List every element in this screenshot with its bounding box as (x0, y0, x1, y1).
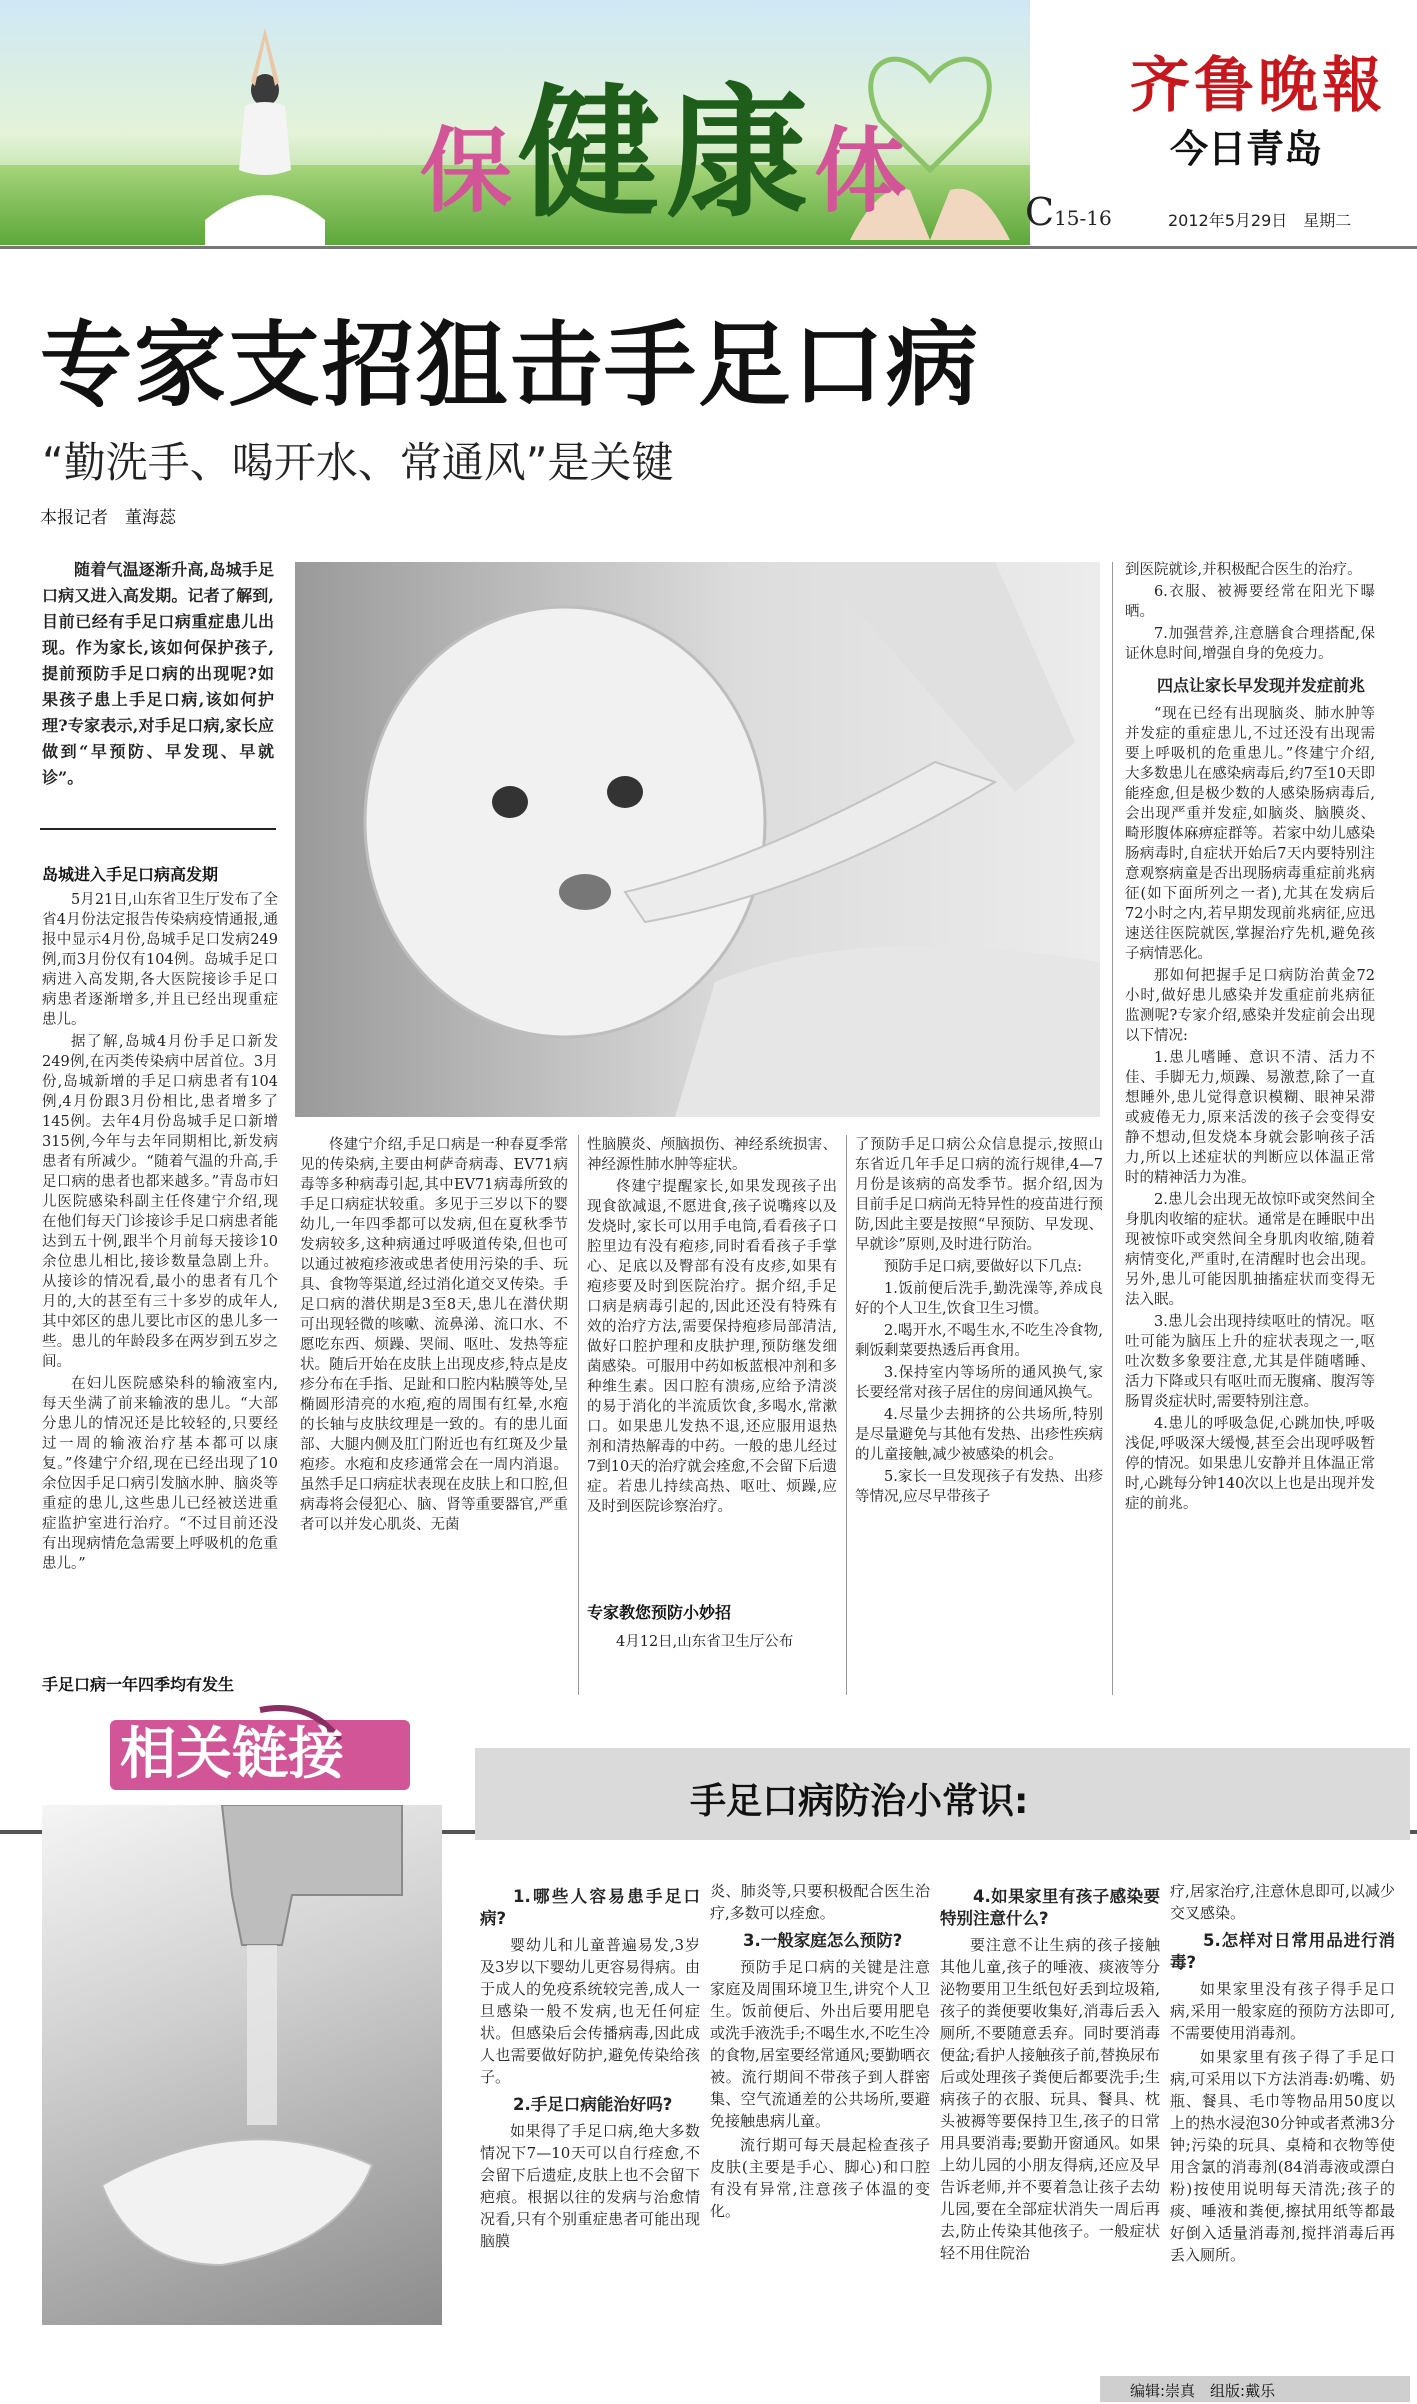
column-title-char: 保 (420, 118, 519, 225)
baby-image-icon (295, 562, 1100, 1117)
editor-credit: 编辑:崇真 组版:戴乐 (1130, 2382, 1276, 2400)
column-rule (1112, 562, 1113, 1695)
tips-title: 手足口病防治小常识: (690, 1781, 1029, 1822)
body-paragraph: 7.加强营养,注意膳食合理搭配,保证休息时间,增强自身的免疫力。 (1125, 626, 1375, 662)
tip-paragraph: 如果得了手足口病,绝大多数情况下7—10天可以自行痊愈,不会留下后遗症,皮肤上也不会留下疤痕。根据以往的发病与治愈情况看,只有个别重症患者可能出现脑膜 (480, 2122, 700, 2250)
edition-name: 今日青岛 (1170, 127, 1323, 171)
body-paragraph: 3.患儿会出现持续呕吐的情况。呕吐可能为脑压上升的症状表现之一,呕吐次数多象要注意,尤其是伴随嗜睡、活力下降或只有呕吐而无腹痛、腹泻等肠胃炎症状时,需要特别注意。 (1125, 1314, 1375, 1410)
body-paragraph: 在妇儿医院感染科的输液室内,每天坐满了前来输液的患儿。“大部分患儿的情况还是比较轻的,只要经过一周的输液治疗基本都可以康复。”佟建宁介绍,现在已经出现了10余位因手足口病引发脑水肿、脑炎等重症的患儿,这些患儿已经被送进重症监护室进行治疗。“不过目前还没有出现病情危急需要上呼吸机的危重患儿。” (42, 1376, 278, 1572)
article-column-3 (587, 1135, 837, 1519)
article-column-2 (300, 1135, 568, 1537)
tip-paragraph: 如果家里没有孩子得手足口病,采用一般家庭的预防方法即可,不需要使用消毒剂。 (1170, 1980, 1395, 2042)
header-divider (0, 246, 1417, 249)
page-code-number: 15-16 (1054, 206, 1112, 230)
column-title (420, 40, 912, 244)
body-paragraph: 4.患儿的呼吸急促,心跳加快,呼吸浅促,呼吸深大缓慢,甚至会出现呼吸暂停的情况。如果患儿安静并且体温正常时,心跳每分钟140次以上也是出现并发症的前兆。 (1125, 1416, 1375, 1512)
body-paragraph: 据了解,岛城4月份手足口新发249例,在丙类传染病中居首位。3月份,岛城新增的手足口病患者有104例,4月份跟3月份相比,患者增多了145例。去年4月份岛城手足口新增315例,今年与去年同期相比,新发病患者有所减少。“随着气温的升高,手足口病的患者也都来越多。”青岛市妇儿医院感染科副主任佟建宁介绍,现在他们每天门诊接诊手足口病患者能达到五十例,跟半个月前每天接诊10余位患儿相比,接诊数量急剧上升。从接诊的情况看,最小的患者有几个月的,大的甚至有三十多岁的成年人,其中郊区的患儿要比市区的患儿多一些。患儿的年龄段多在两岁到五岁之间。 (42, 1034, 278, 1370)
tips-column-2 (710, 1880, 930, 2224)
tip-paragraph: 要注意不让生病的孩子接触其他儿童,孩子的唾液、痰液等分泌物要用卫生纸包好丢到垃圾箱,孩子的粪便要收集好,消毒后丢入厕所,不要随意丢弃。同时要消毒便盆;看护人接触孩子前,替换尿布后或处理孩子粪便后都要洗手;生病孩子的衣服、玩具、餐具、枕头被褥等要保持卫生,孩子的日常用具要消毒;要勤开窗通风。如果上幼儿园的小朋友得病,还应及早告诉老师,并不要着急让孩子去幼儿园,要在全部症状消失一周后再去,防止传染其他孩子。一般症状轻不用住院治 (940, 1936, 1160, 2262)
body-paragraph: 预防手足口病,要做好以下几点: (884, 1259, 1082, 1275)
page-code (1025, 190, 1112, 234)
section-heading: 四点让家长早发现并发症前兆 (1157, 676, 1366, 695)
section-heading: 手足口病一年四季均有发生 (42, 1675, 235, 1694)
tip-question: 1.哪些人容易患手足口病? (480, 1887, 700, 1928)
tip-paragraph: 疗,居家治疗,注意休息即可,以减少交叉感染。 (1170, 1882, 1395, 1922)
body-paragraph: 佟建宁提醒家长,如果发现孩子出现食欲减退,不愿进食,孩子说嘴疼以及发烧时,家长可以用手电筒,看看孩子口腔里边有没有疱疹,同时看看孩子手掌心、足底以及臀部有没有皮疹,如果有疱疹要及时到医院治疗。据介绍,手足口病是病毒引起的,因此还没有特殊有效的治疗方法,需要保持疱疹局部清洁,做好口腔护理和皮肤护理,预防继发细菌感染。可服用中药如板蓝根冲剂和多种维生素。因口腔有溃疡,应给予清淡的易于消化的半流质饮食,多喝水,常漱口。如果患儿发热不退,还应服用退热剂和清热解毒的中药。一般的患儿经过7到10天的治疗就会痊愈,不会留下后遗症。若患儿持续高热、呕吐、烦躁,应及时到医院诊察治疗。 (587, 1179, 837, 1515)
article-column-5 (1125, 560, 1375, 1516)
body-paragraph: 2.喝开水,不喝生水,不吃生冷食物,剩饭剩菜要热透后再食用。 (855, 1323, 1103, 1359)
body-paragraph: 到医院就诊,并积极配合医生的治疗。 (1125, 562, 1362, 578)
page-code-letter: C (1025, 190, 1055, 234)
faucet-hands-icon (42, 1805, 442, 2325)
body-paragraph: 2.患儿会出现无故惊吓或突然间全身肌肉收缩的症状。通常是在睡眠中出现被惊吓或突然间全身肌肉收缩,随着病情变化,严重时,在清醒时也会出现。另外,患儿可能因肌抽搐症状而变得无法入眠。 (1125, 1192, 1375, 1308)
column-rule (578, 1135, 579, 1695)
column-rule (846, 1135, 847, 1695)
tip-question: 5.怎样对日常用品进行消毒? (1170, 1931, 1395, 1972)
tips-column-1 (480, 1880, 700, 2254)
related-link-logo: 相关链接 (120, 1722, 344, 1787)
body-paragraph: “现在已经有出现脑炎、肺水肿等并发症的重症患儿,不过还没有出现需要上呼吸机的危重患儿。”佟建宁介绍,大多数患儿在感染病毒后,约7至10天即能痊愈,但是极少数的人感染肠病毒后,会出现严重并发症,如脑炎、脑膜炎、畸形腹体麻痹症群等。若家中幼儿感染肠病毒时,自症状开始后7天内要特别注意观察病童是否出现肠病毒重症前兆病征(如下面所列之一者),尤其在发病后72小时之内,若早期发现前兆病征,应迅速送往医院就医,掌握治疗先机,避免孩子病情恶化。 (1125, 706, 1375, 962)
body-paragraph: 3.保持室内等场所的通风换气,家长要经常对孩子居住的房间通风换气。 (855, 1365, 1103, 1401)
body-paragraph: 佟建宁介绍,手足口病是一种春夏季常见的传染病,主要由柯萨奇病毒、EV71病毒等多种病毒引起,其中EV71病毒所致的手足口病症状较重。多见于三岁以下的婴幼儿,一年四季都可以发病,但在夏秋季节发病较多,这种病通过呼吸道传染,但也可以通过被疱疹液或患者使用污染的手、玩具、食物等渠道,经过消化道交叉传染。手足口病的潜伏期是3至8天,患儿在潜伏期可出现轻微的咳嗽、流鼻涕、流口水、不愿吃东西、烦躁、哭闹、呕吐、发热等症状。随后开始在皮肤上出现皮疹,特点是皮疹分布在手指、足趾和口腔内粘膜等处,呈椭圆形清亮的水疱,疱的周围有红晕,水疱的长轴与皮肤纹理是一致的。有的患儿面部、大腿内侧及肛门附近也有红斑及少量疱疹。水疱和皮疹通常会在一周内消退。虽然手足口病症状表现在皮肤上和口腔,但病毒将会侵犯心、脑、肾等重要器官,严重者可以并发心肌炎、无菌 (300, 1137, 568, 1533)
body-paragraph: 5月21日,山东省卫生厅发布了全省4月份法定报告传染病疫情通报,通报中显示4月份,岛城手足口发病249例,而3月份仅有104例。岛城手足口病进入高发期,各大医院接诊手足口病患者逐渐增多,并且已经出现重症患儿。 (42, 892, 278, 1028)
body-paragraph: 6.衣服、被褥要经常在阳光下曝晒。 (1125, 584, 1375, 620)
body-paragraph: 性脑膜炎、颅脑损伤、神经系统损害、神经源性肺水肿等症状。 (587, 1137, 837, 1173)
column-title-char: 康 (666, 72, 815, 237)
article-column-4 (855, 1135, 1103, 1509)
column-title-char: 健 (518, 72, 667, 237)
section-heading: 岛城进入手足口病高发期 (42, 865, 219, 884)
newspaper-name: 齐鲁晚報 (1130, 51, 1386, 121)
masthead (0, 0, 1417, 250)
article-lead (42, 557, 274, 791)
issue-date: 2012年5月29日 星期二 (1168, 211, 1352, 230)
body-paragraph: 1.患儿嗜睡、意识不清、活力不佳、手脚无力,烦躁、易激惹,除了一直想睡外,患儿觉得意识模糊、眼神呆滞或疲倦无力,原来活泼的孩子会变得安静不想动,但发烧本身就会影响孩子活力,所以上述症状的判断应以体温正常时的精神活力为准。 (1125, 1050, 1375, 1186)
article-column-3-tail (587, 1632, 837, 1654)
article-headline: 专家支招狙击手足口病 (40, 312, 981, 419)
handwashing-photo (42, 1805, 442, 2325)
baby-photo (295, 562, 1100, 1117)
lead-paragraph: 随着气温逐渐升高,岛城手足口病又进入高发期。记者了解到,目前已经有手足口病重症患儿出现。作为家长,该如何保护孩子,提前预防手足口病的出现呢?如果孩子患上手足口病,该如何护理?专家表示,对手足口病,家长应做到“早预防、早发现、早就诊”。 (42, 560, 274, 787)
yoga-figure-icon (185, 20, 345, 245)
tips-column-4 (1170, 1880, 1395, 2268)
article-column-1 (42, 890, 278, 1576)
tip-paragraph: 如果家里有孩子得了手足口病,可采用以下方法消毒:奶嘴、奶瓶、餐具、毛巾等物品用50度以上的热水浸泡30分钟或者煮沸3分钟;污染的玩具、桌椅和衣物等使用含氯的消毒剂(84消毒液或漂白粉)按使用说明每天清洗;孩子的痰、唾液和粪便,擦拭用纸等都最好倒入适量消毒剂,搅拌消毒后再丢入厕所。 (1170, 2048, 1395, 2264)
tip-paragraph: 婴幼儿和儿童普遍易发,3岁及3岁以下婴幼儿更容易得病。由于成人的免疫系统较完善,成人一旦感染一般不发病,也无任何症状。但感染后会传播病毒,因此成人也需要做好防护,避免传染给孩子。 (480, 1936, 700, 2086)
tip-paragraph: 流行期可每天晨起检查孩子皮肤(主要是手心、脚心)和口腔有没有异常,注意孩子体温的变化。 (710, 2136, 930, 2220)
tip-question: 2.手足口病能治好吗? (513, 2095, 673, 2114)
column-title-char: 体 (814, 118, 913, 225)
body-paragraph: 4月12日,山东省卫生厅公布 (616, 1634, 794, 1650)
article-subhead: “勤洗手、喝开水、常通风”是关键 (42, 438, 674, 487)
tip-paragraph: 预防手足口病的关键是注意家庭及周围环境卫生,讲究个人卫生。饭前便后、外出后要用肥皂或洗手液洗手;不喝生水,不吃生冷的食物,居室要经常通风;要勤晒衣被。流行期间不带孩子到人群密集、空气流通差的公共场所,要避免接触患病儿童。 (710, 1958, 930, 2130)
body-paragraph: 4.尽量少去拥挤的公共场所,特别是尽量避免与其他有发热、出疹性疾病的儿童接触,减少被感染的机会。 (855, 1407, 1103, 1463)
tip-paragraph: 炎、肺炎等,只要积极配合医生治疗,多数可以痊愈。 (710, 1882, 930, 1922)
tip-question: 3.一般家庭怎么预防? (743, 1931, 903, 1950)
body-paragraph: 了预防手足口病公众信息提示,按照山东省近几年手足口病的流行规律,4—7月份是该病的高发季节。据介绍,因为目前手足口病尚无特异性的疫苗进行预防,因此主要是按照“早预防、早发现、早就诊”原则,及时进行防治。 (855, 1137, 1103, 1253)
body-paragraph: 1.饭前便后洗手,勤洗澡等,养成良好的个人卫生,饮食卫生习惯。 (855, 1281, 1103, 1317)
section-heading: 专家教您预防小妙招 (587, 1603, 732, 1622)
section-rule (40, 828, 276, 830)
body-paragraph: 那如何把握手足口病防治黄金72小时,做好患儿感染并发重症前兆病征监测呢?专家介绍,感染并发症前会出现以下情况: (1125, 968, 1375, 1044)
body-paragraph: 5.家长一旦发现孩子有发热、出疹等情况,应尽早带孩子 (855, 1469, 1103, 1505)
article-byline: 本报记者 董海蕊 (40, 508, 176, 528)
tip-question: 4.如果家里有孩子感染要特别注意什么? (940, 1887, 1160, 1928)
tips-column-3 (940, 1880, 1160, 2266)
